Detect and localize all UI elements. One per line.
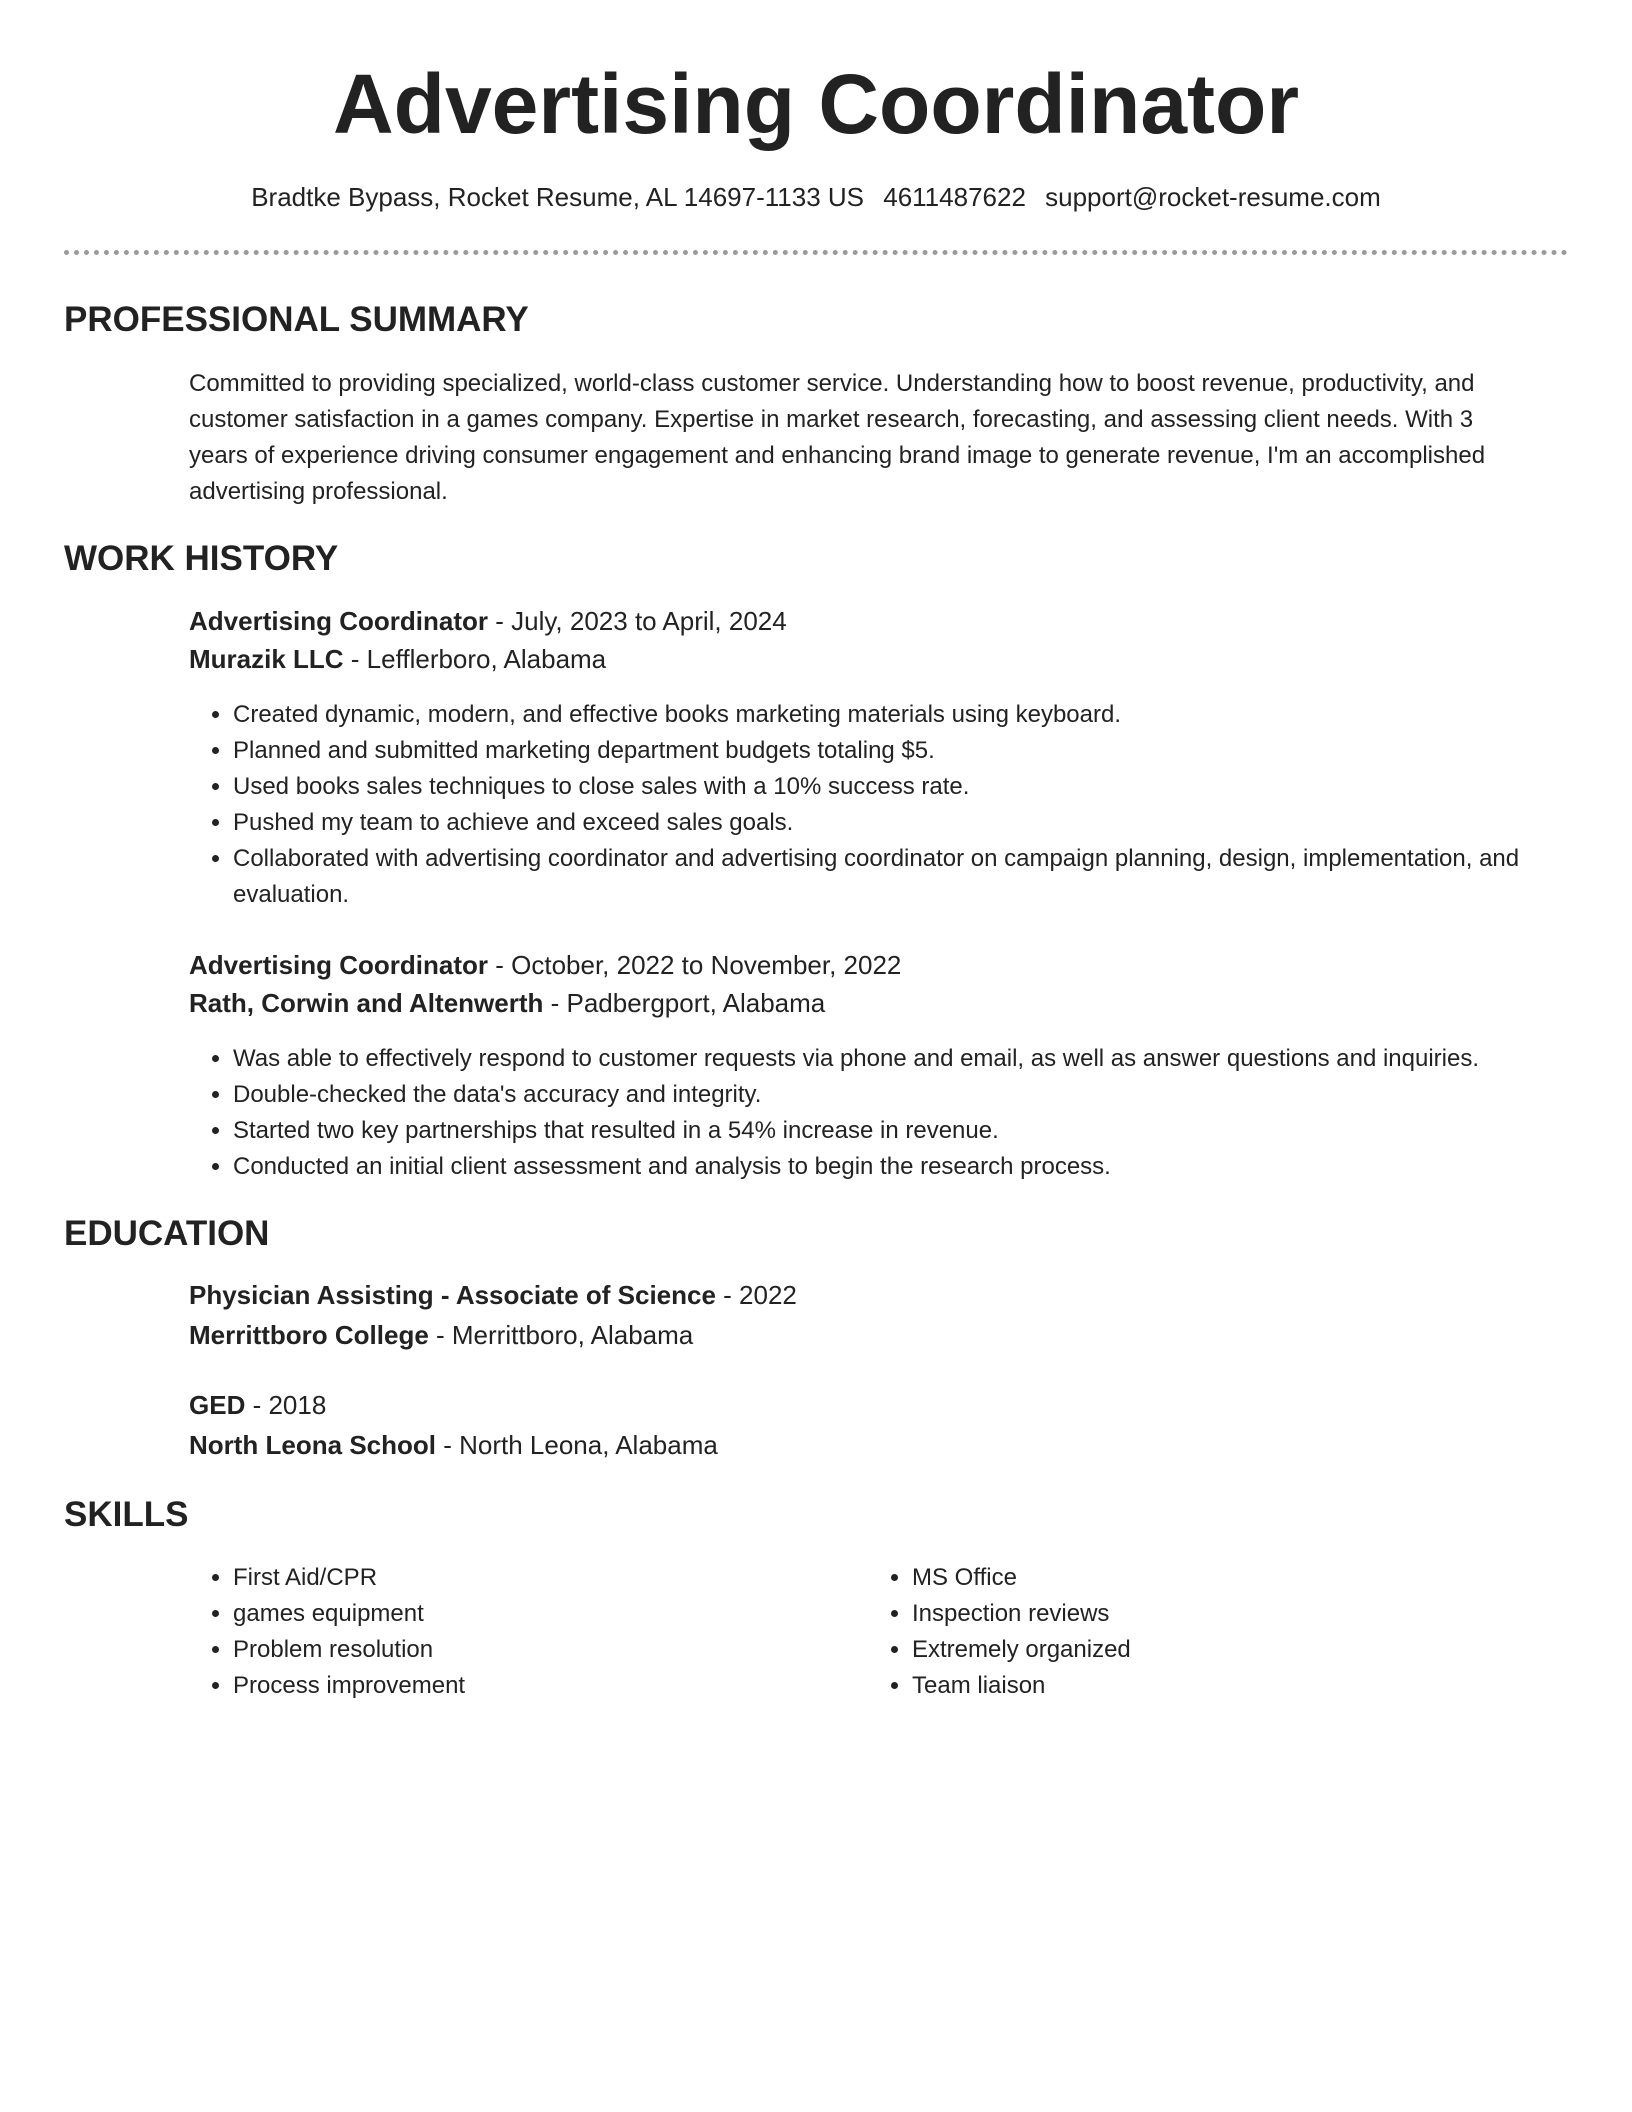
education-degree-line — [189, 1280, 797, 1311]
skill-item: • Problem resolution — [233, 1632, 813, 1668]
job-company-line — [189, 644, 606, 675]
education-year: - 2018 — [245, 1390, 327, 1420]
list-item: • Used books sales techniques to close sales with a 10% success rate. — [233, 769, 1578, 805]
education-school-line — [189, 1430, 718, 1461]
summary-text: Committed to providing specialized, world-class customer service. Understanding how to boost revenue, productivity, and customer satisfaction in a games company. Expertise in market research, forecasting, and assessing client needs. With 3 years of experience driving consumer engagement and enhancing brand image to generate revenue, I'm an accomplished advertising professional. — [189, 370, 1486, 505]
skills-list-left — [189, 1560, 813, 1704]
resume-name: Advertising Coordinator — [332, 57, 1300, 151]
skill-item: • Process improvement — [233, 1668, 813, 1704]
contact-phone: 4611487622 — [883, 182, 1026, 212]
skill-item: • Extremely organized — [912, 1632, 1492, 1668]
job-dates: - October, 2022 to November, 2022 — [488, 950, 902, 980]
education-heading: EDUCATION — [64, 1214, 270, 1253]
contact-line — [0, 182, 1632, 213]
skill-item: • MS Office — [912, 1560, 1492, 1596]
education-school: Merrittboro College — [189, 1320, 429, 1350]
list-item: • Collaborated with advertising coordinator and advertising coordinator on campaign planning, design, implementation, and evaluation. — [233, 841, 1578, 913]
job-location: - Lefflerboro, Alabama — [343, 644, 607, 674]
job-bullets — [189, 697, 1578, 913]
education-location: - Merrittboro, Alabama — [428, 1320, 694, 1350]
job-title-line — [189, 950, 901, 981]
list-item: • Conducted an initial client assessment and analysis to begin the research process. — [233, 1149, 1578, 1185]
header-divider — [64, 250, 1568, 255]
skills-heading: SKILLS — [64, 1495, 189, 1534]
education-degree: GED — [189, 1390, 246, 1420]
job-location: - Padbergport, Alabama — [543, 988, 826, 1018]
work-history-heading: WORK HISTORY — [64, 539, 339, 578]
education-degree-line — [189, 1390, 326, 1421]
education-school-line — [189, 1320, 693, 1351]
list-item: • Double-checked the data's accuracy and integrity. — [233, 1077, 1578, 1113]
education-degree: Physician Assisting - Associate of Science — [189, 1280, 716, 1310]
list-item: • Planned and submitted marketing department budgets totaling $5. — [233, 733, 1578, 769]
job-company: Murazik LLC — [189, 644, 344, 674]
summary-heading: PROFESSIONAL SUMMARY — [64, 300, 529, 339]
job-company: Rath, Corwin and Altenwerth — [189, 988, 544, 1018]
job-title-line — [189, 606, 787, 637]
list-item: • Pushed my team to achieve and exceed sales goals. — [233, 805, 1578, 841]
list-item: • Was able to effectively respond to customer requests via phone and email, as well as answer questions and inquiries. — [233, 1041, 1578, 1077]
skill-item: • Inspection reviews — [912, 1596, 1492, 1632]
education-year: - 2022 — [715, 1280, 797, 1310]
job-dates: - July, 2023 to April, 2024 — [488, 606, 787, 636]
list-item: • Created dynamic, modern, and effective books marketing materials using keyboard. — [233, 697, 1578, 733]
job-bullets — [189, 1041, 1578, 1185]
contact-address: Bradtke Bypass, Rocket Resume, AL 14697-1133 US — [251, 182, 864, 212]
job-company-line — [189, 988, 825, 1019]
job-title: Advertising Coordinator — [189, 950, 489, 980]
education-school: North Leona School — [189, 1430, 436, 1460]
skills-list-right — [868, 1560, 1492, 1704]
list-item: • Started two key partnerships that resulted in a 54% increase in revenue. — [233, 1113, 1578, 1149]
job-title: Advertising Coordinator — [189, 606, 489, 636]
skill-item: • First Aid/CPR — [233, 1560, 813, 1596]
contact-email: support@rocket-resume.com — [1045, 182, 1381, 212]
skill-item: • Team liaison — [912, 1668, 1492, 1704]
education-location: - North Leona, Alabama — [436, 1430, 718, 1460]
skill-item: • games equipment — [233, 1596, 813, 1632]
